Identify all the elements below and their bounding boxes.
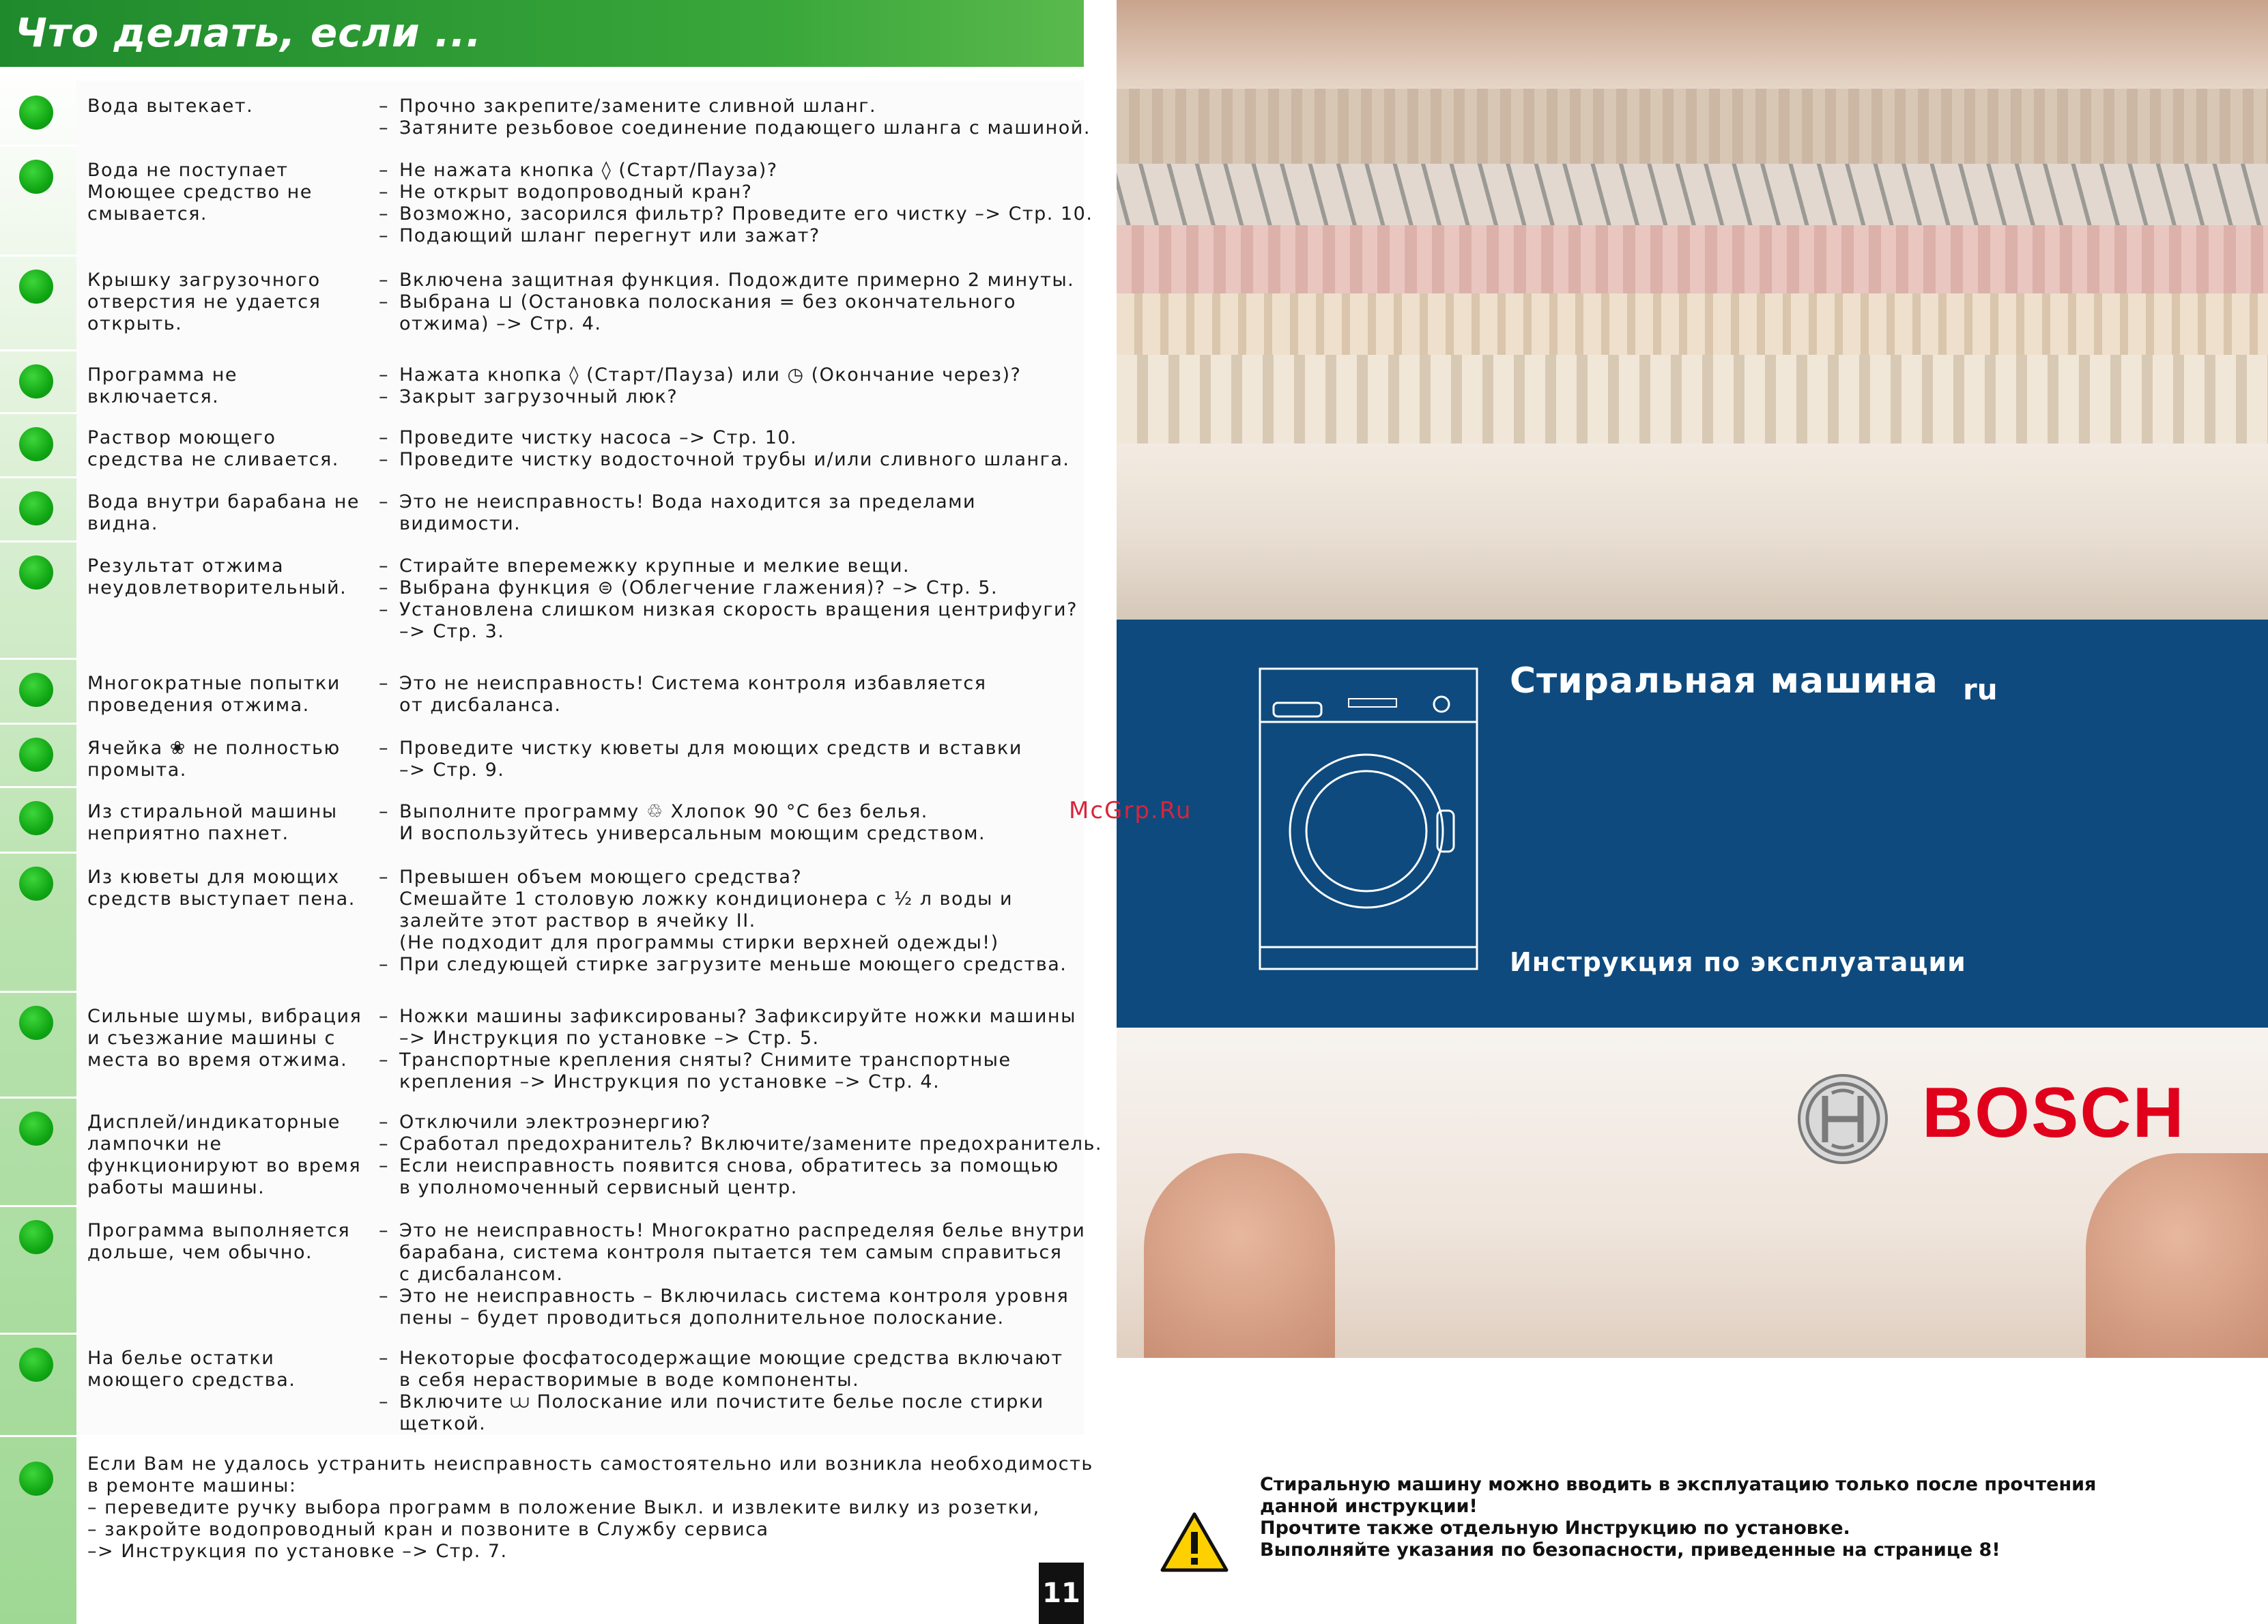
dash-marker: – xyxy=(379,555,389,577)
bullet-dot-icon xyxy=(19,801,53,835)
table-row xyxy=(0,145,1093,257)
solution-text: Проведите чистку водосточной трубы и/или сливного шланга. xyxy=(399,449,1070,470)
solution-line xyxy=(379,203,1093,225)
manual-subtitle: Инструкция по эксплуатации xyxy=(1510,947,1966,977)
solution-text: Выбрана функция ⊜ (Облегчение глажения)? –> Стр. 5. xyxy=(399,577,999,598)
problem-line: лампочки не xyxy=(87,1133,223,1155)
solution-text: Сработал предохранитель? Включите/замените предохранитель. xyxy=(399,1133,1102,1155)
solution-text: Нажата кнопка ◊ (Старт/Пауза) или ◷ (Окончание через)? xyxy=(399,364,1022,386)
solution-line xyxy=(379,427,1082,449)
solution-line xyxy=(379,801,1082,823)
solution-line xyxy=(379,1028,1082,1049)
header-bar xyxy=(0,0,1084,67)
dash-marker: – xyxy=(379,1155,389,1176)
final-line: в ремонте машины: xyxy=(87,1475,297,1496)
dash-marker: – xyxy=(379,801,389,822)
solution-line xyxy=(379,1049,1082,1071)
solution-text: Подающий шланг перегнут или зажат? xyxy=(399,225,820,246)
bullet-dot-icon xyxy=(19,673,53,707)
solution-text: Это не неисправность – Включилась система контроля уровня xyxy=(399,1286,1070,1307)
dash-marker: – xyxy=(379,291,389,313)
problem-line: Раствор моющего xyxy=(87,427,276,448)
problem-text xyxy=(87,673,374,716)
service-instructions xyxy=(87,1453,1093,1563)
bullet-dot-icon xyxy=(19,491,53,525)
dash-marker: – xyxy=(379,160,389,181)
table-row xyxy=(0,349,1084,414)
left-hand xyxy=(1144,1153,1335,1358)
problem-line: Многократные попытки xyxy=(87,673,341,694)
solution-text: барабана, система контроля пытается тем самым справиться xyxy=(399,1242,1063,1263)
solution-line xyxy=(379,449,1082,471)
dash-marker: – xyxy=(379,673,389,694)
solution-line xyxy=(379,599,1082,621)
solution-line xyxy=(379,291,1082,313)
solution-text: пены – будет проводиться дополнительное полоскание. xyxy=(399,1307,1005,1329)
problem-line: Сильные шумы, вибрация xyxy=(87,1006,362,1027)
dash-marker: – xyxy=(379,96,389,117)
bullet-dot-icon xyxy=(19,1112,53,1146)
safety-notice xyxy=(1260,1474,2096,1561)
solution-text: Проведите чистку кюветы для моющих средств и вставки xyxy=(399,738,1022,759)
solution-list xyxy=(379,160,1093,247)
problem-line: промыта. xyxy=(87,759,187,781)
problem-line: Вода внутри барабана не xyxy=(87,491,360,512)
dash-marker: – xyxy=(379,203,389,224)
problem-line: средств выступает пена. xyxy=(87,888,356,910)
table-row xyxy=(0,852,1084,993)
table-row xyxy=(0,1205,1084,1335)
solution-text: Не открыт водопроводный кран? xyxy=(399,182,753,203)
solution-text: Установлена слишком низкая скорость вращения центрифуги? xyxy=(399,599,1078,620)
problem-text xyxy=(87,738,374,781)
brand-name: BOSCH xyxy=(1922,1073,2185,1152)
solution-text: –> Стр. 9. xyxy=(399,759,505,781)
solution-line xyxy=(379,1112,1082,1133)
dash-marker: – xyxy=(379,1220,389,1241)
problem-line: отверстия не удается xyxy=(87,291,321,313)
solution-line xyxy=(379,1413,1082,1435)
problem-line: и съезжание машины с xyxy=(87,1028,336,1049)
solution-list xyxy=(379,1112,1102,1199)
problem-text xyxy=(87,160,374,225)
problem-text xyxy=(87,270,374,335)
solution-list xyxy=(379,1006,1082,1093)
bullet-dot-icon xyxy=(19,1348,53,1382)
problem-text xyxy=(87,1112,374,1199)
language-code: ru xyxy=(1963,673,1998,706)
final-line: – закройте водопроводный кран и позвоните в Службу сервиса xyxy=(87,1519,769,1540)
solution-line xyxy=(379,759,1082,781)
solution-line xyxy=(379,577,1082,599)
problem-line: работы машины. xyxy=(87,1177,265,1198)
problem-line: средства не сливается. xyxy=(87,449,339,470)
solution-text: Отключили электроэнергию? xyxy=(399,1112,712,1133)
solution-line xyxy=(379,117,1091,139)
problem-text xyxy=(87,96,374,117)
solution-text: Транспортные крепления сняты? Снимите транспортные xyxy=(399,1049,1011,1071)
problem-line: Вода вытекает. xyxy=(87,96,254,117)
solution-line xyxy=(379,555,1082,577)
solution-line xyxy=(379,1133,1102,1155)
solution-line xyxy=(379,695,1082,716)
problem-text xyxy=(87,1348,374,1391)
solution-line xyxy=(379,513,1082,535)
solution-text: щеткой. xyxy=(399,1413,487,1434)
solution-line xyxy=(379,182,1082,203)
problem-line: На белье остатки xyxy=(87,1348,275,1369)
problem-line: неприятно пахнет. xyxy=(87,823,289,844)
washing-machine-icon xyxy=(1259,667,1478,970)
solution-line xyxy=(379,160,1082,182)
dash-marker: – xyxy=(379,427,389,448)
dash-marker: – xyxy=(379,1049,389,1071)
problem-line: проведения отжима. xyxy=(87,695,310,716)
solution-text: видимости. xyxy=(399,513,521,534)
final-line: –> Инструкция по установке –> Стр. 7. xyxy=(87,1541,508,1562)
solution-text: Затяните резьбовое соединение подающего шланга с машиной. xyxy=(399,117,1091,139)
watermark: McGrp.Ru xyxy=(1069,797,1192,824)
solution-line xyxy=(379,1155,1082,1177)
solution-text: Включена защитная функция. Подождите примерно 2 минуты. xyxy=(399,270,1075,291)
product-title: Стиральная машина xyxy=(1510,661,1938,701)
problem-line: функционируют во время xyxy=(87,1155,362,1176)
troubleshooting-page xyxy=(0,0,1119,1624)
dash-marker: – xyxy=(379,1348,389,1369)
dash-marker: – xyxy=(379,225,389,246)
solution-line xyxy=(379,932,1082,954)
bullet-dot-icon xyxy=(19,427,53,461)
dash-marker: – xyxy=(379,182,389,203)
table-row xyxy=(0,540,1084,660)
warning-triangle-icon xyxy=(1160,1511,1229,1573)
problem-line: Из кюветы для моющих xyxy=(87,867,340,888)
problem-text xyxy=(87,867,374,910)
solution-line xyxy=(379,823,1082,845)
solution-list xyxy=(379,491,1082,535)
solution-line xyxy=(379,910,1082,932)
problem-text xyxy=(87,1006,374,1071)
table-row xyxy=(0,1333,1084,1437)
table-row xyxy=(0,255,1084,351)
problem-text xyxy=(87,801,374,845)
dash-marker: – xyxy=(379,1112,389,1133)
final-line: – переведите ручку выбора программ в положение Выкл. и извлеките вилку из розетки, xyxy=(87,1497,1040,1518)
solution-line xyxy=(379,1369,1082,1391)
solution-line xyxy=(379,673,1082,695)
dash-marker: – xyxy=(379,386,389,407)
solution-text: залейте этот раствор в ячейку II. xyxy=(399,910,756,931)
bullet-dot-icon xyxy=(19,867,53,901)
solution-line xyxy=(379,1264,1082,1286)
dash-marker: – xyxy=(379,577,389,598)
solution-text: –> Инструкция по установке –> Стр. 5. xyxy=(399,1028,820,1049)
solution-text: Стирайте вперемежку крупные и мелкие вещи. xyxy=(399,555,910,577)
problem-text xyxy=(87,1220,374,1264)
solution-list xyxy=(379,673,1082,716)
final-line: Если Вам не удалось устранить неисправность самостоятельно или возникла необходимость xyxy=(87,1453,1093,1475)
solution-line xyxy=(379,364,1082,386)
table-row xyxy=(0,991,1084,1099)
table-row xyxy=(0,412,1084,478)
problem-line: Вода не поступает xyxy=(87,160,289,181)
solution-text: (Не подходит для программы стирки верхней одежды!) xyxy=(399,932,999,953)
dash-marker: – xyxy=(379,364,389,386)
problem-line: Результат отжима xyxy=(87,555,285,577)
solution-text: Не нажата кнопка ◊ (Старт/Пауза)? xyxy=(399,160,778,181)
dash-marker: – xyxy=(379,117,389,139)
page-title: Что делать, если ... xyxy=(15,10,482,56)
problem-line: Крышку загрузочного xyxy=(87,270,321,291)
solution-list xyxy=(379,801,1082,845)
solution-text: Некоторые фосфатосодержащие моющие средства включают xyxy=(399,1348,1063,1369)
problem-line: места во время отжима. xyxy=(87,1049,348,1071)
solution-text: Выбрана ⊔ (Остановка полоскания = без окончательного xyxy=(399,291,1016,313)
dash-marker: – xyxy=(379,1133,389,1155)
bullet-dot-icon xyxy=(19,96,53,130)
solution-line xyxy=(379,888,1082,910)
solution-line xyxy=(379,621,1082,643)
notice-line: данной инструкции! xyxy=(1260,1496,1478,1517)
cover-page xyxy=(1069,0,2268,1624)
solution-text: –> Стр. 3. xyxy=(399,621,505,642)
solution-text: в уполномоченный сервисный центр. xyxy=(399,1177,798,1198)
table-row xyxy=(0,658,1084,725)
solution-line xyxy=(379,1006,1082,1028)
problem-text xyxy=(87,491,374,535)
notice-line: Выполняйте указания по безопасности, приведенные на странице 8! xyxy=(1260,1539,2000,1561)
solution-text: отжима) –> Стр. 4. xyxy=(399,313,602,334)
problem-line: моющего средства. xyxy=(87,1369,296,1391)
problem-text xyxy=(87,364,374,408)
solution-line xyxy=(379,313,1082,335)
solution-text: Проведите чистку насоса –> Стр. 10. xyxy=(399,427,798,448)
solution-line xyxy=(379,1242,1082,1264)
problem-line: Ячейка ❀ не полностью xyxy=(87,738,341,759)
dash-marker: – xyxy=(379,1006,389,1027)
bullet-dot-icon xyxy=(19,1006,53,1040)
solution-text: И воспользуйтесь универсальным моющим средством. xyxy=(399,823,986,844)
bullet-dot-icon xyxy=(19,1462,53,1496)
solution-line xyxy=(379,270,1082,291)
dash-marker: – xyxy=(379,738,389,759)
solution-list xyxy=(379,96,1091,139)
dash-marker: – xyxy=(379,270,389,291)
dash-marker: – xyxy=(379,1391,389,1412)
problem-line: открыть. xyxy=(87,313,183,334)
table-row xyxy=(0,786,1084,854)
problem-line: Из стиральной машины xyxy=(87,801,338,822)
solution-text: Закрыт загрузочный люк? xyxy=(399,386,678,407)
solution-text: Это не неисправность! Многократно распределяя белье внутри xyxy=(399,1220,1086,1241)
solution-list xyxy=(379,270,1082,335)
problem-line: Программа не xyxy=(87,364,238,386)
bullet-dot-icon xyxy=(19,738,53,772)
solution-line xyxy=(379,1071,1082,1093)
bullet-dot-icon xyxy=(19,1220,53,1254)
dash-marker: – xyxy=(379,1286,389,1307)
dash-marker: – xyxy=(379,449,389,470)
notice-line: Стиральную машину можно вводить в эксплуатацию только после прочтения xyxy=(1260,1474,2097,1495)
solution-text: Включите ⩊ Полоскание или почистите белье после стирки xyxy=(399,1391,1044,1412)
page-number: 11 xyxy=(1039,1563,1084,1624)
problem-text xyxy=(87,427,374,471)
problem-line: Моющее средство не xyxy=(87,182,313,203)
dash-marker: – xyxy=(379,867,389,888)
solution-text: Это не неисправность! Вода находится за пределами xyxy=(399,491,977,512)
solution-text: При следующей стирке загрузите меньше моющего средства. xyxy=(399,954,1067,975)
solution-text: Это не неисправность! Система контроля избавляется xyxy=(399,673,987,694)
solution-line xyxy=(379,1177,1082,1199)
table-row xyxy=(0,81,1091,147)
problem-line: включается. xyxy=(87,386,220,407)
right-hand xyxy=(2086,1153,2268,1358)
bullet-dot-icon xyxy=(19,160,53,194)
solution-line xyxy=(379,867,1082,888)
solution-text: Возможно, засорился фильтр? Проведите его чистку –> Стр. 10. xyxy=(399,203,1093,224)
solution-list xyxy=(379,1348,1082,1435)
solution-text: от дисбаланса. xyxy=(399,695,562,716)
solution-line xyxy=(379,1307,1082,1329)
solution-line xyxy=(379,491,1082,513)
solution-line xyxy=(379,1286,1082,1307)
solution-text: в себя нерастворимые в воде компоненты. xyxy=(399,1369,860,1391)
bullet-dot-icon xyxy=(19,555,53,590)
solution-line xyxy=(379,1220,1086,1242)
solution-line xyxy=(379,225,1082,247)
title-panel xyxy=(1117,620,2268,1028)
dash-marker: – xyxy=(379,954,389,975)
solution-line xyxy=(379,954,1082,976)
notice-line: Прочтите также отдельную Инструкцию по установке. xyxy=(1260,1518,1850,1539)
dash-marker: – xyxy=(379,491,389,512)
solution-line xyxy=(379,1348,1082,1369)
table-row xyxy=(0,723,1084,788)
solution-list xyxy=(379,364,1082,408)
solution-text: с дисбалансом. xyxy=(399,1264,564,1285)
solution-text: Смешайте 1 столовую ложку кондиционера с ½ л воды и xyxy=(399,888,1014,910)
problem-line: Дисплей/индикаторные xyxy=(87,1112,341,1133)
solution-list xyxy=(379,738,1082,781)
bullet-dot-icon xyxy=(19,364,53,398)
problem-text xyxy=(87,555,374,599)
solution-text: крепления –> Инструкция по установке –> Стр. 4. xyxy=(399,1071,941,1092)
bosch-armature-logo-icon xyxy=(1796,1073,1889,1165)
solution-text: Ножки машины зафиксированы? Зафиксируйте ножки машины xyxy=(399,1006,1076,1027)
solution-text: Если неисправность появится снова, обратитесь за помощью xyxy=(399,1155,1059,1176)
problem-line: смывается. xyxy=(87,203,207,224)
solution-list xyxy=(379,555,1082,643)
problem-line: дольше, чем обычно. xyxy=(87,1242,313,1263)
problem-line: неудовлетворительный. xyxy=(87,577,347,598)
problem-line: Программа выполняется xyxy=(87,1220,351,1241)
problem-line: видна. xyxy=(87,513,158,534)
solution-list xyxy=(379,867,1082,976)
solution-line xyxy=(379,386,1082,408)
solution-line xyxy=(379,1391,1082,1413)
dash-marker: – xyxy=(379,599,389,620)
solution-text: Прочно закрепите/замените сливной шланг. xyxy=(399,96,877,117)
solution-list xyxy=(379,1220,1086,1329)
solution-line xyxy=(379,738,1082,759)
solution-line xyxy=(379,96,1082,117)
table-row xyxy=(0,1097,1102,1207)
bullet-dot-icon xyxy=(19,270,53,304)
solution-text: Превышен объем моющего средства? xyxy=(399,867,803,888)
solution-list xyxy=(379,427,1082,471)
table-row xyxy=(0,476,1084,542)
solution-text: Выполните программу ♲ Хлопок 90 °C без белья. xyxy=(399,801,928,822)
